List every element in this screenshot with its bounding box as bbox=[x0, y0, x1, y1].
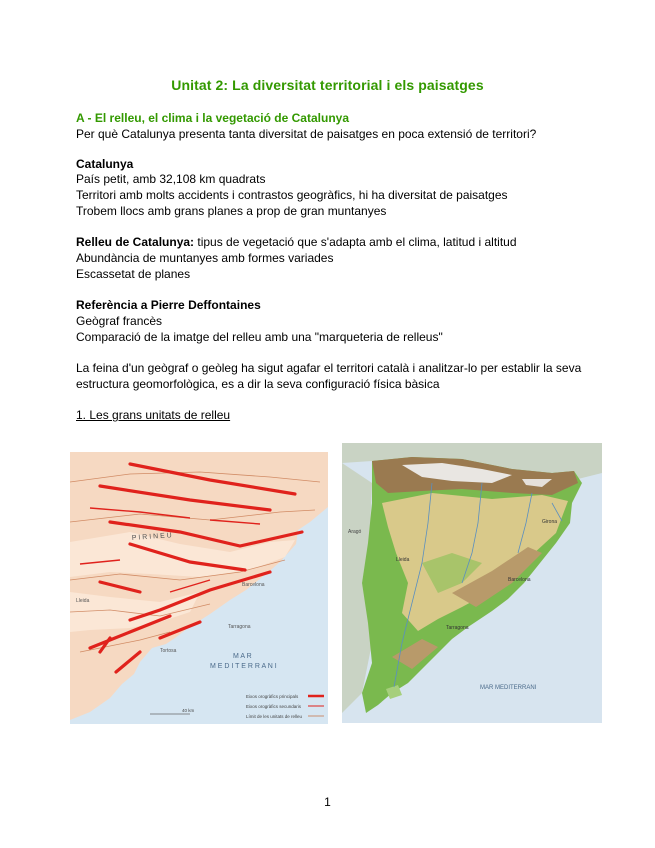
map-scale: 40 km bbox=[182, 708, 195, 713]
relleu-heading: Relleu de Catalunya: bbox=[76, 235, 195, 249]
relleu-line: Escassetat de planes bbox=[76, 267, 191, 281]
map-label-tortosa: Tortosa bbox=[160, 648, 177, 654]
relleu-heading-rest: tipus de vegetació que s'adapta amb el clima, latitud i altitud bbox=[194, 235, 517, 249]
paragraph-line: La feina d'un geògraf o geòleg ha sigut agafar el territori català i analitzar-lo per establir la seva bbox=[76, 361, 582, 375]
map-label-barcelona: Barcelona bbox=[508, 577, 531, 583]
physical-map bbox=[342, 443, 602, 723]
section-a-question: Per què Catalunya presenta tanta diversitat de paisatges en poca extensió de territori? bbox=[76, 127, 537, 141]
map-label-mar: MAR MEDITERRANI bbox=[480, 685, 537, 691]
map-label-barcelona: Barcelona bbox=[242, 582, 265, 588]
relleu-line: Abundància de muntanyes amb formes variades bbox=[76, 251, 334, 265]
legend-item: Eixos orogràfics secundaris bbox=[246, 704, 302, 709]
map-label-pirineu: P I R I N E U bbox=[131, 532, 172, 542]
map-label-mar: M A R bbox=[233, 653, 252, 660]
map-label-lleida: Lleida bbox=[76, 598, 90, 604]
paragraph-line: estructura geomorfològica, es a dir la seva configuració física bàsica bbox=[76, 377, 440, 391]
catalunya-line: País petit, amb 32,108 km quadrats bbox=[76, 172, 266, 186]
legend-item: Eixos orogràfics principals bbox=[246, 694, 299, 699]
catalunya-line: Trobem llocs amb grans planes a prop de gran muntanyes bbox=[76, 204, 387, 218]
relief-units-map bbox=[70, 452, 328, 724]
catalunya-line: Territori amb molts accidents i contrastos geogràfics, hi ha diversitat de paisatges bbox=[76, 188, 508, 202]
legend-item: Límit de les unitats de relleu bbox=[246, 714, 303, 719]
section-a-heading: A - El relleu, el clima i la vegetació de Catalunya bbox=[76, 111, 349, 125]
map-label-tarragona: Tarragona bbox=[446, 625, 469, 631]
page-number: 1 bbox=[324, 795, 331, 809]
deffontaines-line: Comparació de la imatge del relleu amb una "marqueteria de relleus" bbox=[76, 330, 443, 344]
page-title: Unitat 2: La diversitat territorial i els paisatges bbox=[171, 77, 484, 93]
deffontaines-line: Geògraf francès bbox=[76, 314, 163, 328]
relleu-line-heading bbox=[76, 235, 517, 250]
map-label-tarragona: Tarragona bbox=[228, 624, 251, 630]
map-label-lleida: Lleida bbox=[396, 557, 410, 563]
map-label-arago: Aragó bbox=[348, 529, 362, 535]
deffontaines-heading: Referència a Pierre Deffontaines bbox=[76, 298, 261, 312]
catalunya-heading: Catalunya bbox=[76, 157, 134, 171]
map-label-mediterrani: M E D I T E R R A N I bbox=[210, 663, 277, 670]
map-label-girona: Girona bbox=[542, 519, 558, 525]
section-1-heading: 1. Les grans unitats de relleu bbox=[76, 408, 231, 422]
